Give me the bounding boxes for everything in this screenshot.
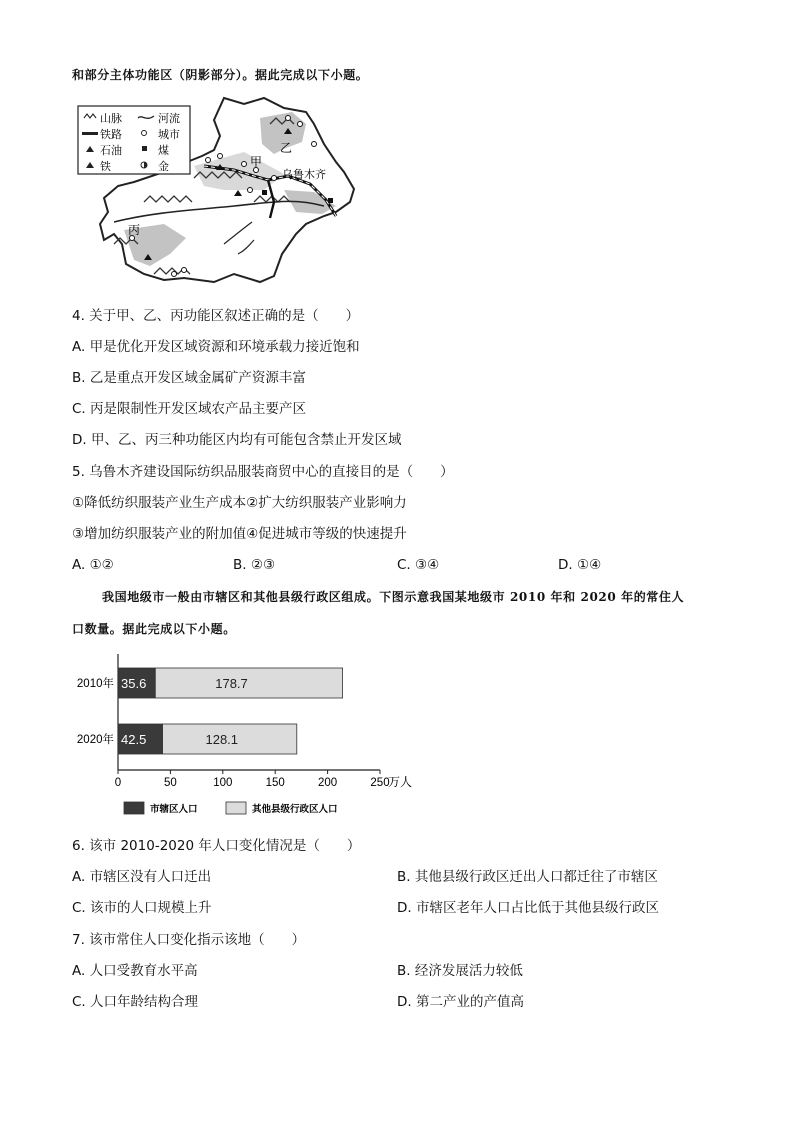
legend-label-other: 其他县级行政区人口	[252, 804, 338, 815]
x-tick-label: 0	[114, 777, 122, 789]
legend-railway-label: 铁路	[100, 128, 122, 141]
x-unit-label: 万人	[388, 775, 413, 789]
legend-label-urban: 市辖区人口	[150, 804, 198, 815]
q6-option-a: A. 市辖区没有人口迁出	[72, 869, 212, 885]
q4-option-a: A. 甲是优化开发区域资源和环境承载力接近饱和	[72, 339, 360, 355]
legend-oil-label: 石油	[100, 144, 122, 157]
intro-text-map: 和部分主体功能区（阴影部分）。据此完成以下小题。	[72, 68, 369, 82]
intro-text-chart-2: 口数量。据此完成以下小题。	[72, 622, 236, 636]
q7-option-b: B. 经济发展活力较低	[397, 963, 523, 979]
category-label: 2010年	[76, 678, 114, 690]
legend-swatch-urban	[124, 802, 144, 814]
legend-gold-label: 金	[158, 160, 169, 173]
q5-statements-2: ③增加纺织服装产业的附加值④促进城市等级的快速提升	[72, 526, 407, 542]
q4-option-c: C. 丙是限制性开发区域农产品主要产区	[72, 401, 307, 417]
zone-bing-label: 丙	[128, 223, 141, 237]
data-label: 42.5	[121, 732, 147, 747]
legend-coal-label: 煤	[158, 144, 169, 157]
legend-iron-label: 铁	[100, 160, 111, 173]
x-tick-label: 50	[164, 777, 177, 789]
q5-option-c: C. ③④	[397, 557, 440, 573]
q4-stem: 4. 关于甲、乙、丙功能区叙述正确的是（ ）	[72, 308, 360, 324]
zone-jia-label: 甲	[250, 155, 263, 169]
data-label: 178.7	[215, 676, 248, 691]
q5-statements-1: ①降低纺织服装产业生产成本②扩大纺织服装产业影响力	[72, 495, 407, 511]
xinjiang-map	[74, 94, 364, 290]
q6-option-c: C. 该市的人口规模上升	[72, 900, 212, 916]
legend-swatch-other	[226, 802, 246, 814]
q4-option-b: B. 乙是重点开发区域金属矿产资源丰富	[72, 370, 306, 386]
q5-stem: 5. 乌鲁木齐建设国际纺织品服装商贸中心的直接目的是（ ）	[72, 464, 454, 480]
q6-stem: 6. 该市 2010-2020 年人口变化情况是（ ）	[72, 838, 361, 854]
x-tick-label: 200	[318, 777, 338, 789]
legend-river-label: 河流	[158, 112, 180, 125]
intro-text-chart-1: 我国地级市一般由市辖区和其他县级行政区组成。下图示意我国某地级市 2010 年和 2020 年的常住人	[102, 590, 685, 604]
zone-yi-label: 乙	[280, 141, 293, 155]
q6-option-d: D. 市辖区老年人口占比低于其他县级行政区	[397, 900, 659, 916]
q5-option-d: D. ①④	[558, 557, 602, 573]
q4-option-d: D. 甲、乙、丙三种功能区内均有可能包含禁止开发区域	[72, 432, 402, 448]
x-tick-label: 250	[370, 777, 390, 789]
q5-option-a: A. ①②	[72, 557, 114, 573]
q7-stem: 7. 该市常住人口变化指示该地（ ）	[72, 932, 306, 948]
data-label: 128.1	[205, 732, 239, 747]
q7-option-a: A. 人口受教育水平高	[72, 963, 198, 979]
x-tick-label: 100	[213, 777, 233, 789]
data-label: 35.6	[121, 676, 147, 691]
legend-mountain-label: 山脉	[100, 112, 122, 125]
q6-option-b: B. 其他县级行政区迁出人口都迁往了市辖区	[397, 869, 658, 885]
legend-city-label: 城市	[158, 128, 180, 141]
city-urumqi-label: 乌鲁木齐	[282, 168, 326, 181]
q7-option-d: D. 第二产业的产值高	[397, 994, 524, 1010]
bar-other	[155, 668, 342, 698]
population-bar-chart	[70, 650, 413, 825]
q7-option-c: C. 人口年龄结构合理	[72, 994, 199, 1010]
q5-option-b: B. ②③	[233, 557, 276, 573]
x-tick-label: 150	[265, 777, 285, 789]
category-label: 2020年	[76, 734, 114, 746]
